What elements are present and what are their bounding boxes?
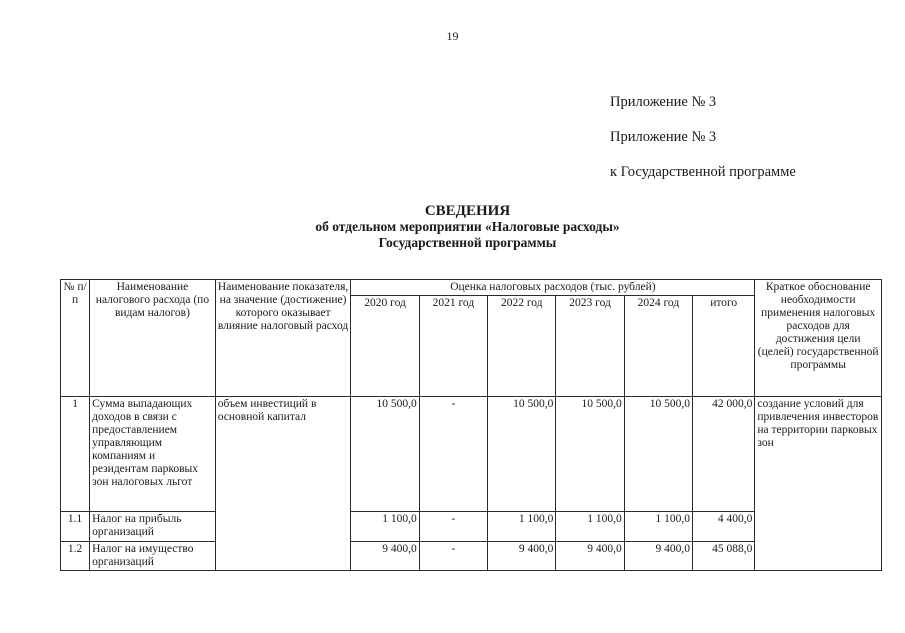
title-line-2: об отдельном мероприятии «Налоговые расходы» xyxy=(315,219,620,234)
row-indicator: объем инвестиций в основной капитал xyxy=(215,397,351,571)
appendix-line-3: к Государственной программе xyxy=(610,164,796,180)
row-value: - xyxy=(419,542,487,571)
row-name: Налог на прибыль организаций xyxy=(90,512,216,542)
appendix-line-1: Приложение № 3 xyxy=(610,94,717,110)
page-number: 19 xyxy=(446,29,459,43)
header-row-1 xyxy=(61,280,882,296)
row-value: - xyxy=(419,397,487,512)
header-total: итого xyxy=(693,296,755,397)
title-line-3: Государственной программы xyxy=(378,235,557,250)
row-total: 45 088,0 xyxy=(693,542,755,571)
row-num: 1.1 xyxy=(61,512,90,542)
header-year-2020: 2020 год xyxy=(351,296,419,397)
header-year-2022: 2022 год xyxy=(488,296,556,397)
row-name: Сумма выпадающих доходов в связи с предоставлением управляющим компаниям и резидентам парковых зон налоговых льгот xyxy=(90,397,216,512)
row-total: 4 400,0 xyxy=(693,512,755,542)
header-year-2021: 2021 год xyxy=(419,296,487,397)
header-year-2023: 2023 год xyxy=(556,296,624,397)
row-value: 9 400,0 xyxy=(624,542,692,571)
tax-expenditure-table xyxy=(60,279,882,571)
header-year-2024: 2024 год xyxy=(624,296,692,397)
header-indicator: Наименование показателя, на значение (достижение) которого оказывает влияние налоговый расход xyxy=(215,280,351,397)
row-name: Налог на имущество организаций xyxy=(90,542,216,571)
header-justification: Краткое обоснование необходимости применения налоговых расходов для достижения цели (целей) государственной программы xyxy=(755,280,882,397)
row-num: 1.2 xyxy=(61,542,90,571)
row-value: 10 500,0 xyxy=(488,397,556,512)
header-name: Наименование налогового расхода (по видам налогов) xyxy=(90,280,216,397)
title-main: СВЕДЕНИЯ xyxy=(424,203,511,219)
header-estimate: Оценка налоговых расходов (тыс. рублей) xyxy=(351,280,755,296)
row-num: 1 xyxy=(61,397,90,512)
row-value: 10 500,0 xyxy=(624,397,692,512)
row-value: 10 500,0 xyxy=(351,397,419,512)
row-value: 1 100,0 xyxy=(488,512,556,542)
appendix-line-2: Приложение № 3 xyxy=(610,129,717,145)
row-value: - xyxy=(419,512,487,542)
row-value: 1 100,0 xyxy=(624,512,692,542)
row-value: 1 100,0 xyxy=(556,512,624,542)
table-row xyxy=(61,397,882,512)
row-value: 1 100,0 xyxy=(351,512,419,542)
row-value: 9 400,0 xyxy=(488,542,556,571)
row-value: 9 400,0 xyxy=(351,542,419,571)
row-value: 9 400,0 xyxy=(556,542,624,571)
row-total: 42 000,0 xyxy=(693,397,755,512)
document-title xyxy=(195,203,740,251)
row-justification: создание условий для привлечения инвесторов на территории парковых зон xyxy=(755,397,882,571)
header-num: № п/п xyxy=(61,280,90,397)
row-value: 10 500,0 xyxy=(556,397,624,512)
